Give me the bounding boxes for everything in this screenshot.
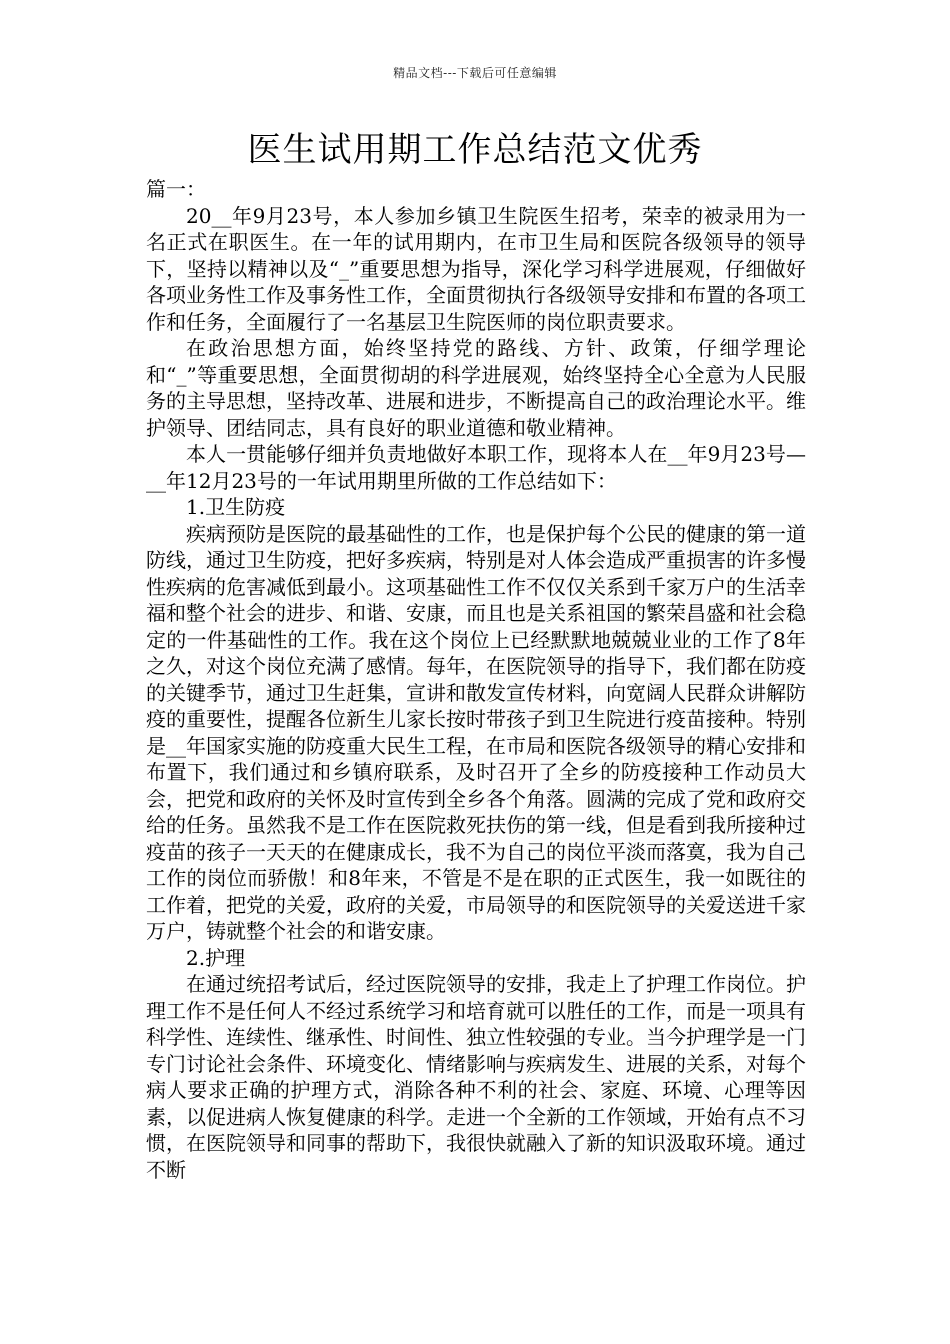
page-header: 精品文档---下载后可任意编辑: [393, 66, 557, 80]
part-label: 篇一：: [146, 177, 206, 201]
political-paragraph: 在政治思想方面，始终坚持党的路线、方针、政策，仔细学理论和“_”等重要思想，全面贯彻胡的科学进展观，始终坚持全心全意为人民服务的主导思想，坚持改革、进展和进步，不断提高自己的政治理论水平。维护领导、团结同志，具有良好的职业道德和敬业精神。: [146, 336, 806, 440]
section-heading-nursing: 2.护理: [186, 945, 246, 970]
document-body: [146, 176, 806, 1183]
intro-paragraph: 20__年9月23号，本人参加乡镇卫生院医生招考，荣幸的被录用为一名正式在职医生。在一年的试用期内，在市卫生局和医院各级领导的领导下，坚持以精神以及“_”重要思想为指导，深化学习科学进展观，仔细做好各项业务性工作及事务性工作，全面贯彻执行各级领导安排和布置的各项工作和任务，全面履行了一名基层卫生院医师的岗位职责要求。: [146, 203, 806, 334]
epidemic-prevention-paragraph: 疾病预防是医院的最基础性的工作，也是保护每个公民的健康的第一道防线，通过卫生防疫，把好多疾病，特别是对人体会造成严重损害的许多慢性疾病的危害减低到最小。这项基础性工作不仅仅关系到千家万户的生活幸福和整个社会的进步、和谐、安康，而且也是关系祖国的繁荣昌盛和社会稳定的一件基础性的工作。我在这个岗位上已经默默地兢兢业业的工作了8年之久，对这个岗位充满了感情。每年，在医院领导的指导下，我们都在防疫的关键季节，通过卫生赶集，宣讲和散发宣传材料，向宽阔人民群众讲解防疫的重要性，提醒各位新生儿家长按时带孩子到卫生院进行疫苗接种。特别是__年国家实施的防疫重大民生工程，在市局和医院各级领导的精心安排和布置下，我们通过和乡镇府联系，及时召开了全乡的防疫接种工作动员大会，把党和政府的关怀及时宣传到全乡各个角落。圆满的完成了党和政府交给的任务。虽然我不是工作在医院救死扶伤的第一线，但是看到我所接种过疫苗的孩子一天天的在健康成长，我不为自己的岗位平淡而落寞，我为自己工作的岗位而骄傲！和8年来，不管是不是在职的正式医生，我一如既往的工作着，把党的关爱，政府的关爱，市局领导的和医院领导的关爱送进千家万户，铸就整个社会的和谐安康。: [146, 521, 806, 943]
section-heading-epidemic-prevention: 1.卫生防疫: [186, 495, 286, 519]
summary-intro-paragraph: 本人一贯能够仔细并负责地做好本职工作，现将本人在__年9月23号—__年12月23号的一年试用期里所做的工作总结如下：: [146, 442, 806, 493]
document-title: 医生试用期工作总结范文优秀: [247, 130, 703, 170]
nursing-paragraph: 在通过统招考试后，经过医院领导的安排，我走上了护理工作岗位。护理工作不是任何人不经过系统学习和培育就可以胜任的工作，而是一项具有科学性、连续性、继承性、时间性、独立性较强的专业。当今护理学是一门专门讨论社会条件、环境变化、情绪影响与疾病发生、进展的关系，对每个病人要求正确的护理方式，消除各种不利的社会、家庭、环境、心理等因素，以促进病人恢复健康的科学。走进一个全新的工作领域，开始有点不习惯，在医院领导和同事的帮助下，我很快就融入了新的知识汲取环境。通过不断: [146, 972, 806, 1182]
